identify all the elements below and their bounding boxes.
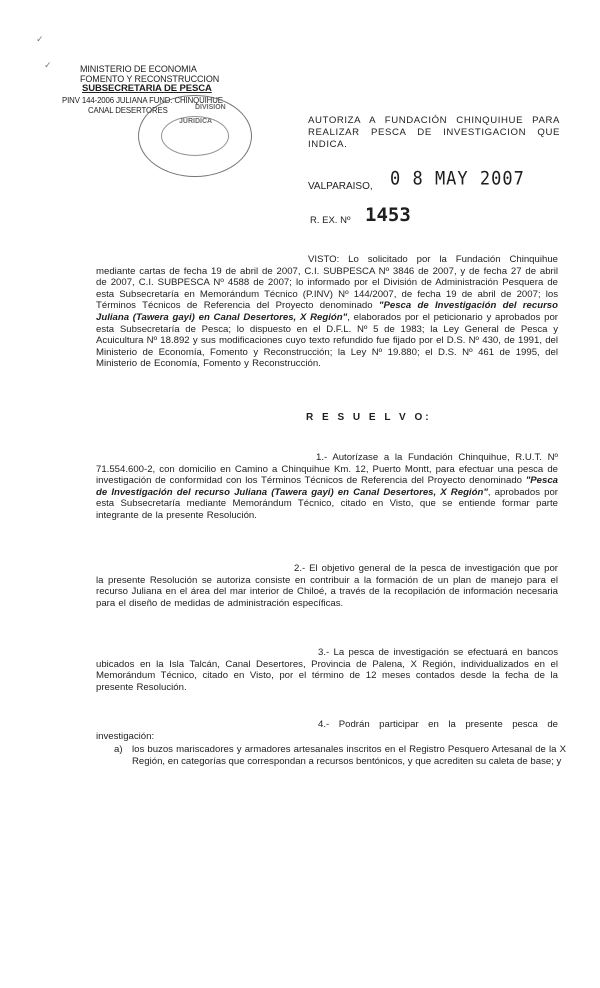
resuelvo-heading: R E S U E L V O:: [306, 412, 432, 423]
item-4-text: 4.- Podrán participar en la presente pesca de investigación:: [96, 719, 558, 742]
item-a-text: los buzos mariscadores y armadores artesanales inscritos en el Registro Pesquero Artesanal de la X Región, en categorías que correspondan a recursos bentónicos, y que acrediten su caleta de base; y: [132, 744, 566, 767]
ministry-line-2: FOMENTO Y RECONSTRUCCION: [80, 74, 220, 84]
project-location-line: CANAL DESERTORES: [88, 106, 168, 115]
item-4-paragraph: [96, 719, 558, 742]
item-a: [96, 744, 566, 784]
resolution-subject: AUTORIZA A FUNDACIÓN CHINQUIHUE PARA REALIZAR PESCA DE INVESTIGACION QUE INDICA.: [308, 115, 560, 150]
item-1-text-2: , aprobados por esta Subsecretaría mediante Memorándum Técnico, citado en Visto, que se entiende formar parte integrante de la presente Resolución.: [96, 486, 558, 521]
item-1-project-title: "Pesca de Investigación del recurso Juliana (Tawera gayi) en Canal Desertores, X Región": [96, 475, 558, 498]
item-3-text: 3.- La pesca de investigación se efectuará en bancos ubicados en la Isla Talcán, Canal Desertores, Provincia de Palena, X Región, individualizados en el Memorándum Técnico, citado en Visto, por el término de 12 meses contados desde la fecha de la presente Resolución.: [96, 647, 558, 693]
visto-text-2: , elaborados por el peticionario y aprobados por esta Subsecretaría de Pesca; lo dispuesto en el D.F.L. Nº 5 de 1983; la Ley General de Pesca y Acuicultura Nº 18.892 y sus modificaciones cuyo texto refundido fue fijado por el D.S. Nº 430, de 1991, del Ministerio de Economía, Fomento y Reconstrucción; la Ley Nº 19.880; el D.S. Nº 461 de 1995, del Ministerio de Economía, Fomento y Reconstrucción.: [96, 311, 558, 370]
visto-text-1: VISTO: Lo solicitado por la Fundación Chinquihue mediante cartas de fecha 19 de abril de 2007, C.I. SUBPESCA Nº 3846 de 2007, y de fecha 27 de abril de 2007, C.I. SUBPESCA Nº 4588 de 2007; lo informado por el División de Administración Pesquera de esta Subsecretaría en Memorándum Técnico (P.INV) Nº 144/2007, de fecha 19 de abril de 2007; los Términos Técnicos de Referencia del Proyecto denominado: [96, 254, 558, 312]
item-a-label: a): [114, 744, 123, 755]
resolution-number: 1453: [365, 204, 411, 226]
ministry-line-1: MINISTERIO DE ECONOMIA: [80, 64, 197, 74]
item-1-paragraph: [96, 452, 558, 522]
project-code-line: PINV 144-2006 JULIANA FUND. CHINQUIHUE: [62, 96, 223, 105]
stamp-text-top: DIVISION: [195, 104, 226, 111]
subsecretaria-line: SUBSECRETARIA DE PESCA: [82, 83, 212, 94]
date-stamp: 0 8 MAY 2007: [390, 168, 525, 190]
resolution-number-label: R. EX. Nº: [310, 215, 351, 226]
scan-mark: ✓: [44, 60, 52, 70]
division-stamp: [138, 95, 252, 177]
visto-paragraph: [96, 254, 558, 370]
place-label: VALPARAISO,: [308, 181, 373, 192]
item-2-text: 2.- El objetivo general de la pesca de investigación que por la presente Resolución se autoriza consiste en contribuir a la formación de un plan de manejo para el recurso Juliana en el área del mar interior de Chiloé, a través de la recopilación de información necesaria para el diseño de medidas de administración específicas.: [96, 563, 558, 609]
item-3-paragraph: [96, 647, 558, 693]
item-1-text-1: 1.- Autorízase a la Fundación Chinquihue, R.U.T. Nº 71.554.600-2, con domicilio en Camino a Chinquihue Km. 12, Puerto Montt, para efectuar una pesca de investigación de conformidad con los Términos Técnicos de Referencia del Proyecto denominado: [96, 452, 558, 487]
visto-project-title: "Pesca de Investigación del recurso Juliana (Tawera gayi) en Canal Desertores, X Región": [96, 300, 558, 323]
item-2-paragraph: [96, 563, 558, 609]
scan-mark: ✓: [36, 34, 44, 44]
stamp-text-mid: JURIDICA: [179, 118, 213, 125]
